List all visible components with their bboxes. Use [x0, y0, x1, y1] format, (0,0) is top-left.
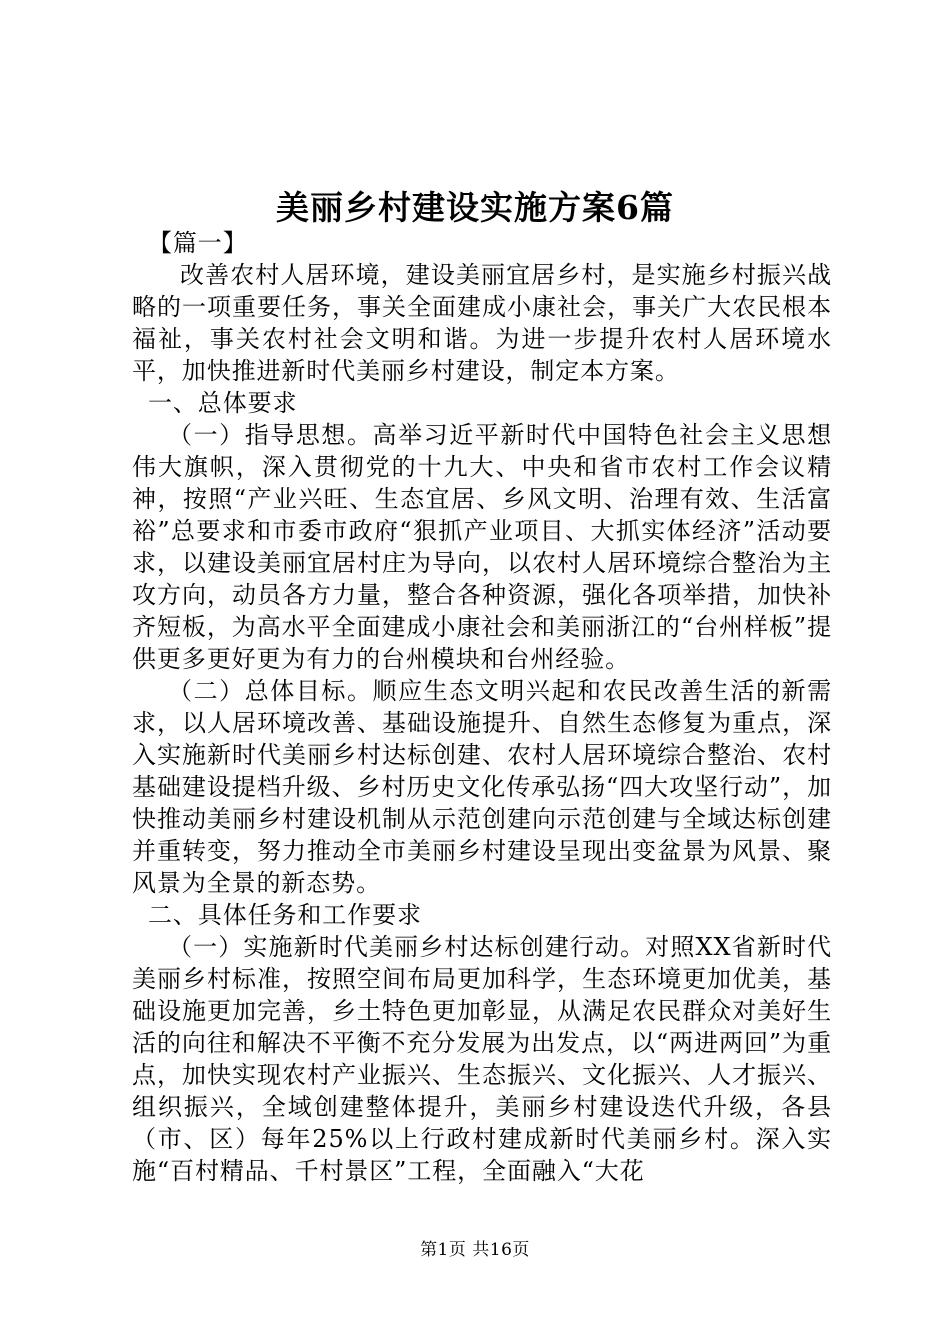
paragraph-guiding-ideology: （一）指导思想。高举习近平新时代中国特色社会主义思想伟大旗帜，深入贯彻党的十九大、中央和省市农村工作会议精神，按照“产业兴旺、生态宜居、乡风文明、治理有效、生活富裕”总要求和市委市政府“狠抓产业项目、大抓实体经济”活动要求，以建设美丽宜居村庄为导向，以农村人居环境综合整治为主攻方向，动员各方力量，整合各种资源，强化各项举措，加快补齐短板，为高水平全面建成小康社会和美丽浙江的“台州样板”提供更多更好更为有力的台州模块和台州经验。	[132, 421, 832, 673]
heading-specific-tasks: 二、具体任务和工作要求	[148, 901, 422, 929]
paragraph-task-one: （一）实施新时代美丽乡村达标创建行动。对照XX省新时代美丽乡村标准，按照空间布局更加科学，生态环境更加优美，基础设施更加完善，乡土特色更加彰显，从满足农民群众对美好生活的向往和解决不平衡不充分发展为出发点，以“两进两回”为重点，加快实现农村产业振兴、生态振兴、文化振兴、人才振兴、组织振兴，全域创建整体提升，美丽乡村建设迭代升级，各县（市、区）每年25%以上行政村建成新时代美丽乡村。深入实施“百村精品、千村景区”工程，全面融入“大花	[132, 933, 832, 1185]
document-body	[132, 227, 832, 1187]
document-title: 美丽乡村建设实施方案6篇	[276, 188, 674, 227]
section-label: 【篇一】	[148, 229, 248, 257]
paragraph-intro: 改善农村人居环境，建设美丽宜居乡村，是实施乡村振兴战略的一项重要任务，事关全面建成小康社会，事关广大农民根本福祉，事关农村社会文明和谐。为进一步提升农村人居环境水平，加快推进新时代美丽乡村建设，制定本方案。	[132, 261, 832, 385]
page-footer: 第1页 共16页	[420, 1240, 530, 1260]
paragraph-overall-goals: （二）总体目标。顺应生态文明兴起和农民改善生活的新需求，以人居环境改善、基础设施提升、自然生态修复为重点，深入实施新时代美丽乡村达标创建、农村人居环境综合整治、农村基础建设提档升级、乡村历史文化传承弘扬“四大攻坚行动”，加快推动美丽乡村建设机制从示范创建向示范创建与全域达标创建并重转变，努力推动全市美丽乡村建设呈现出变盆景为风景、聚风景为全景的新态势。	[132, 677, 832, 897]
heading-general-requirements: 一、总体要求	[148, 389, 298, 417]
